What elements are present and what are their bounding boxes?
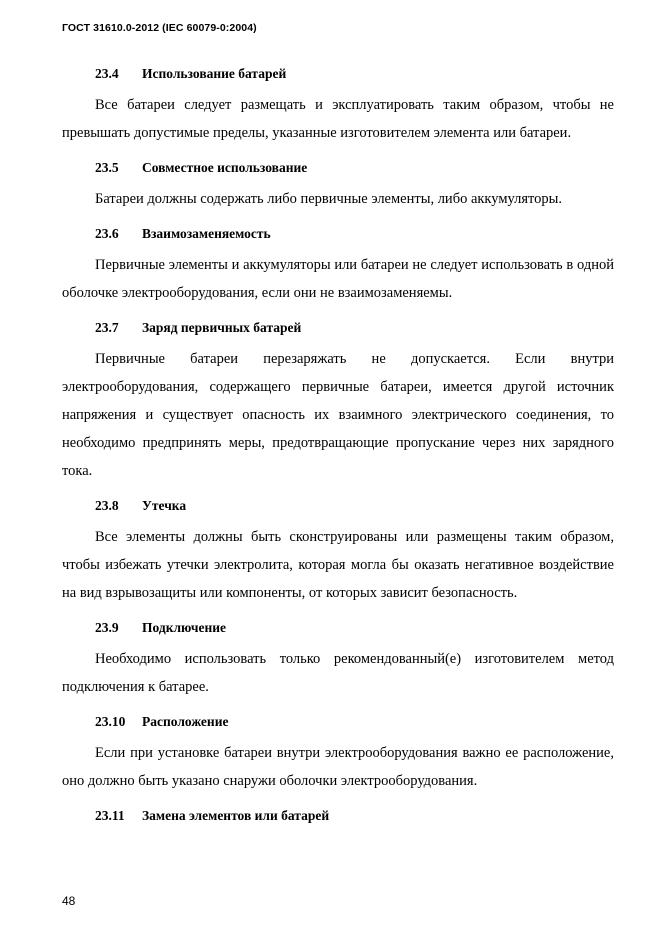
section-paragraph: Все батареи следует размещать и эксплуатировать таким образом, чтобы не превышать допустимые пределы, указанные изготовителем элемента или батареи. bbox=[62, 97, 614, 141]
section-number: 23.9 bbox=[95, 620, 119, 635]
section-number: 23.7 bbox=[95, 320, 119, 335]
section-23-10 bbox=[62, 709, 614, 795]
section-23-6 bbox=[62, 221, 614, 307]
document-header: ГОСТ 31610.0-2012 (IEC 60079-0:2004) bbox=[62, 22, 257, 34]
section-title: Совместное использование bbox=[142, 160, 308, 175]
section-paragraph: Если при установке батареи внутри электрооборудования важно ее расположение, оно должно быть указано снаружи оболочки электрооборудования. bbox=[62, 745, 614, 789]
section-paragraph: Батареи должны содержать либо первичные элементы, либо аккумуляторы. bbox=[95, 191, 563, 207]
section-paragraph: Первичные элементы и аккумуляторы или батареи не следует использовать в одной оболочке электрооборудования, если они не взаимозаменяемы. bbox=[62, 257, 614, 301]
document-body bbox=[62, 61, 614, 833]
section-paragraph: Первичные батареи перезаряжать не допускается. Если внутри электрооборудования, содержащего первичные батареи, имеется другой источник напряжения и существует опасность их взаимного электрического соединения, то необходимо предпринять меры, предотвращающие пропускание через них зарядного тока. bbox=[62, 351, 614, 479]
section-paragraph: Все элементы должны быть сконструированы или размещены таким образом, чтобы избежать утечки электролита, которая могла бы оказать негативное воздействие на вид взрывозащиты или компоненты, от которых зависит безопасность. bbox=[62, 529, 614, 601]
section-heading bbox=[62, 709, 614, 735]
section-heading bbox=[62, 615, 614, 641]
section-heading bbox=[62, 221, 614, 247]
section-number: 23.10 bbox=[95, 714, 126, 729]
section-heading bbox=[62, 61, 614, 87]
section-number: 23.6 bbox=[95, 226, 119, 241]
section-paragraph: Необходимо использовать только рекомендованный(е) изготовителем метод подключения к батарее. bbox=[62, 651, 614, 695]
section-heading bbox=[62, 803, 614, 829]
section-23-8 bbox=[62, 493, 614, 607]
section-title: Использование батарей bbox=[142, 66, 287, 81]
section-title: Заряд первичных батарей bbox=[142, 320, 302, 335]
page-number: 48 bbox=[62, 894, 76, 908]
section-23-7 bbox=[62, 315, 614, 485]
section-23-9 bbox=[62, 615, 614, 701]
section-number: 23.11 bbox=[95, 808, 125, 823]
section-title: Взаимозаменяемость bbox=[142, 226, 271, 241]
section-title: Замена элементов или батарей bbox=[142, 808, 330, 823]
section-number: 23.8 bbox=[95, 498, 119, 513]
section-23-4 bbox=[62, 61, 614, 147]
section-heading bbox=[62, 315, 614, 341]
section-title: Расположение bbox=[142, 714, 229, 729]
section-number: 23.4 bbox=[95, 66, 119, 81]
section-title: Утечка bbox=[142, 498, 187, 513]
section-heading bbox=[62, 155, 614, 181]
section-number: 23.5 bbox=[95, 160, 119, 175]
section-23-11 bbox=[62, 803, 614, 829]
section-heading bbox=[62, 493, 614, 519]
section-title: Подключение bbox=[142, 620, 226, 635]
section-23-5 bbox=[62, 155, 614, 213]
